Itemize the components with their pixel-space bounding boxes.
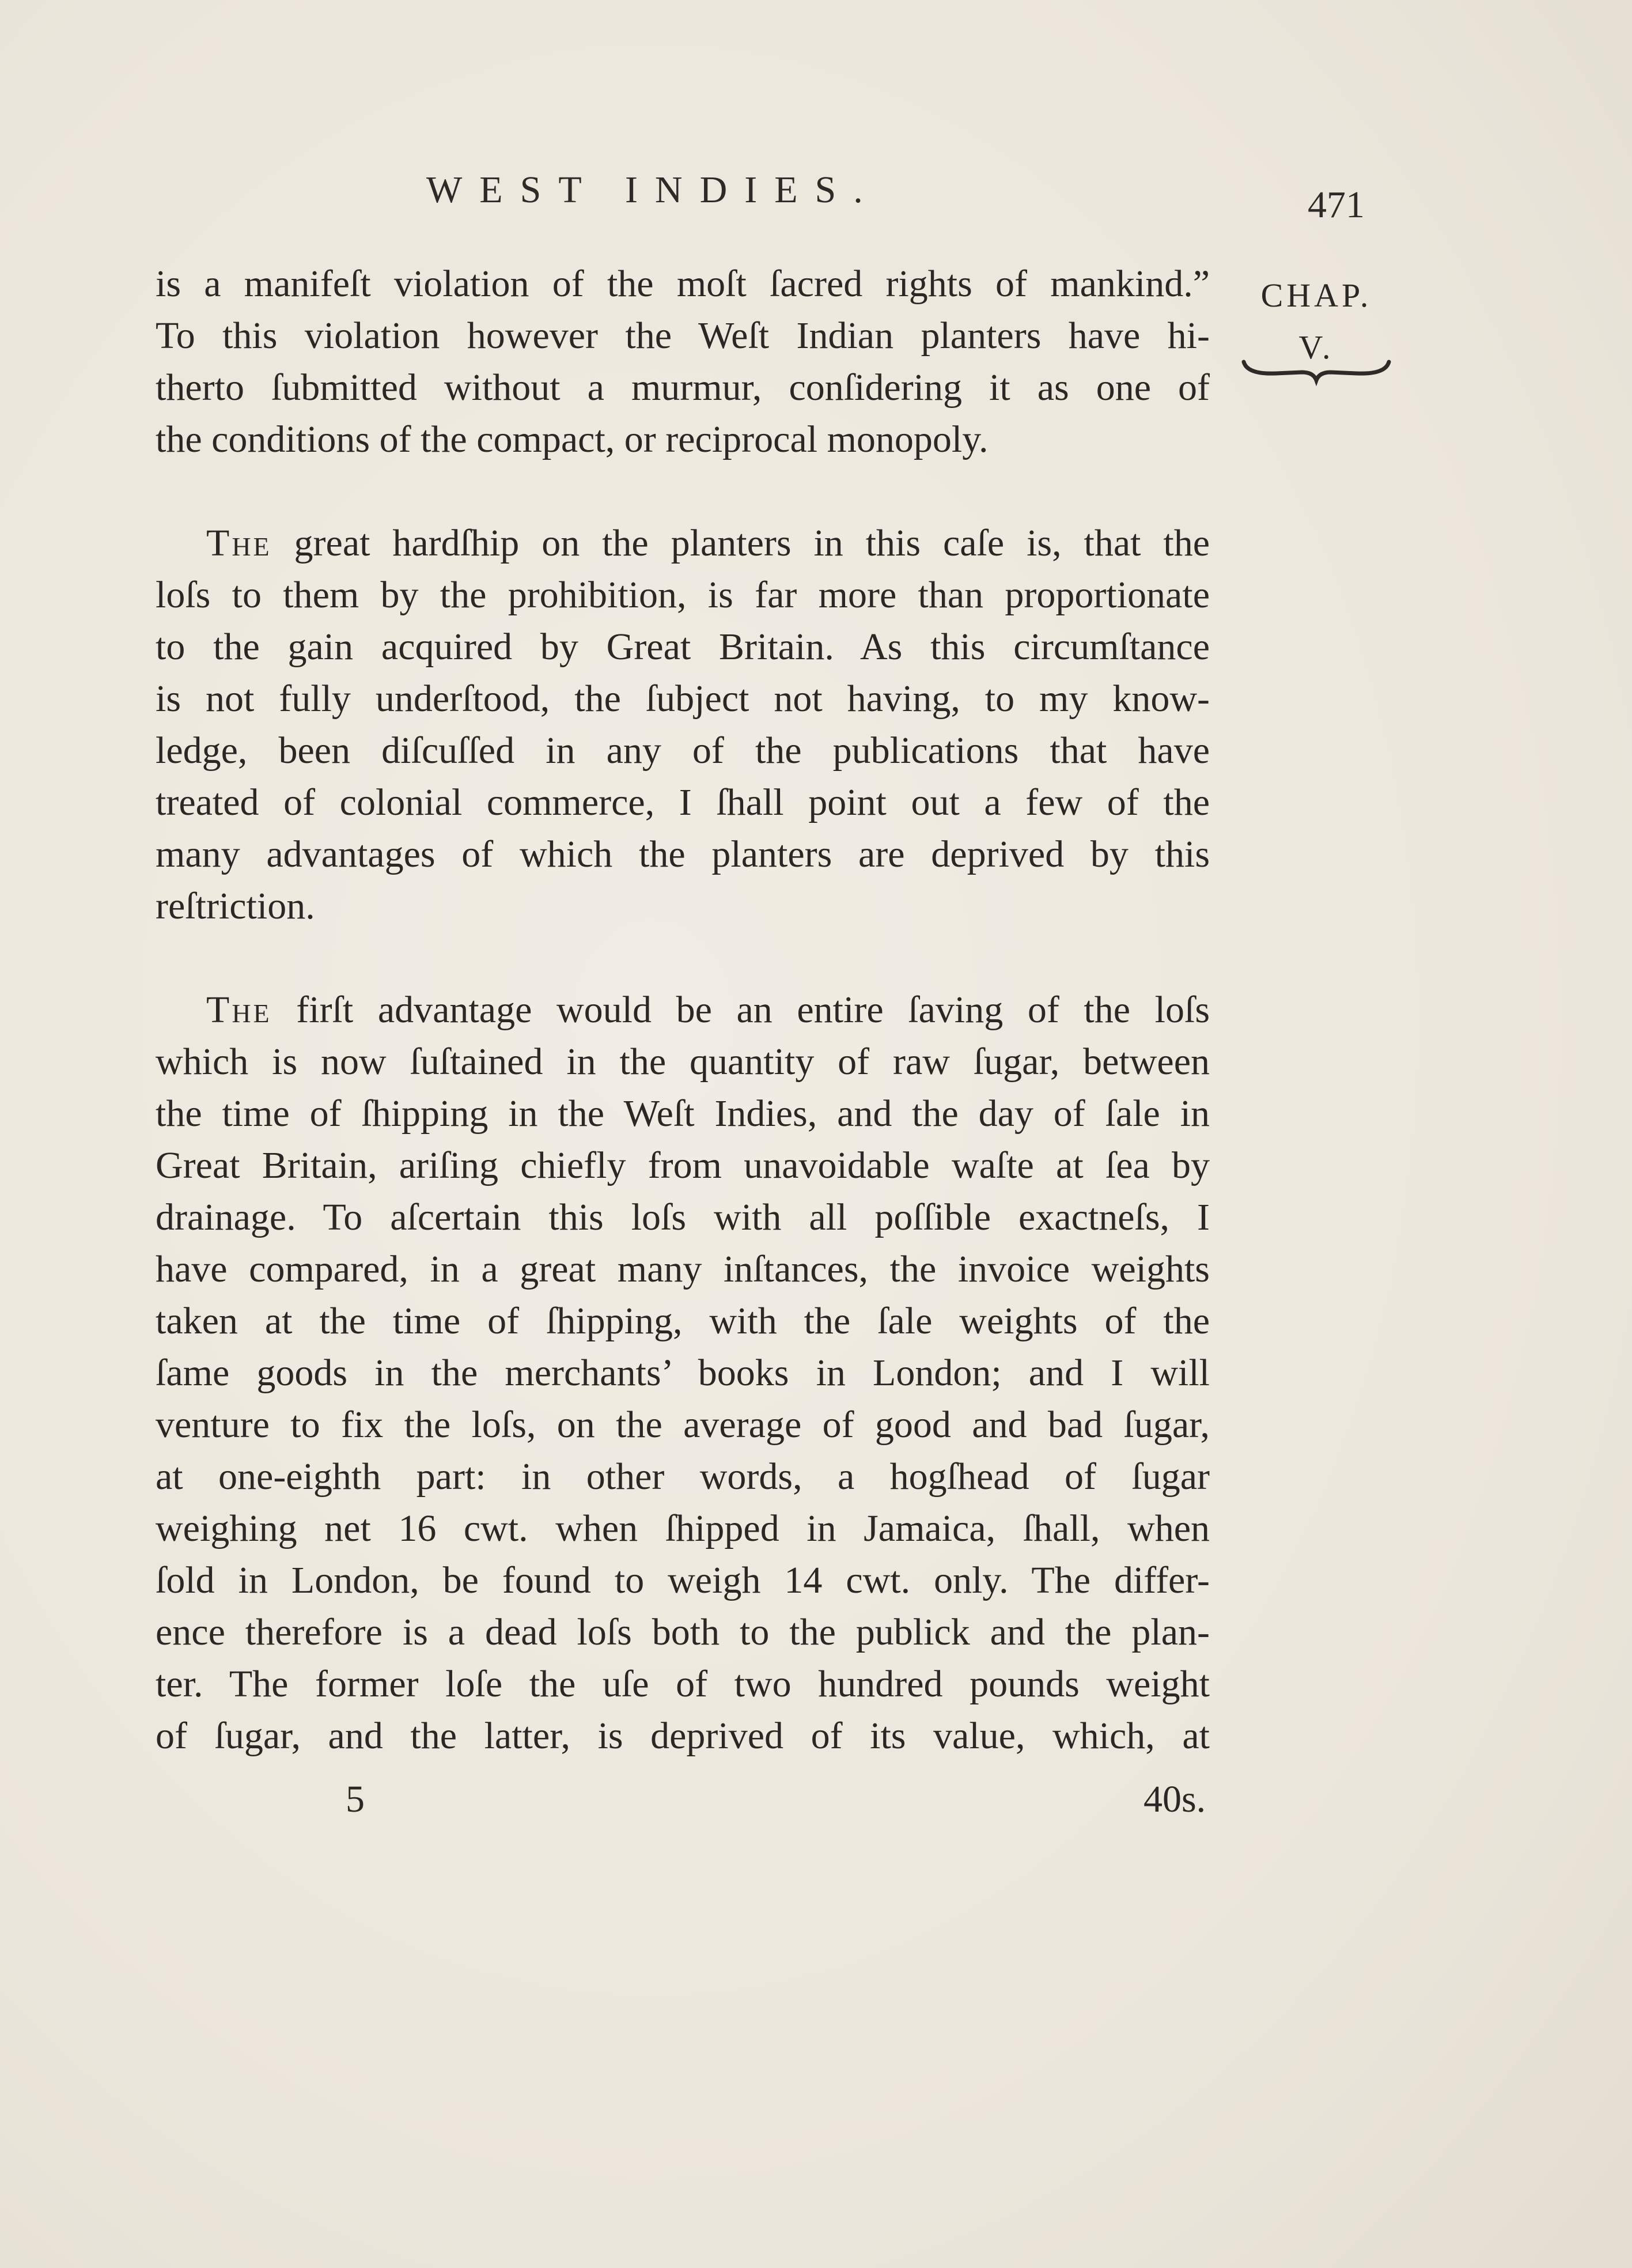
text-line: ledge, been diſcuſſed in any of the publications that have <box>156 729 1210 772</box>
paragraph-1 <box>156 258 1210 466</box>
body-text <box>156 258 1210 1762</box>
text-line: therto ſubmitted without a murmur, conſidering it as one of <box>156 366 1210 409</box>
text-line: Great Britain, ariſing chiefly from unavoidable waſte at ſea by <box>156 1144 1210 1186</box>
paragraph-3 <box>156 984 1210 1762</box>
text-line: treated of colonial commerce, I ſhall point out a few of the <box>156 781 1210 823</box>
text-line <box>156 517 1210 569</box>
text-line: drainage. To aſcertain this loſs with all poſſible exactneſs, I <box>156 1196 1210 1238</box>
text-line: is not fully underſtood, the ſubject not having, to my know- <box>156 678 1210 720</box>
text-line: taken at the time of ſhipping, with the ſale weights of the <box>156 1300 1210 1342</box>
chapter-number: V. <box>1298 328 1334 366</box>
text-line: to the gain acquired by Great Britain. As this circumſtance <box>156 626 1210 668</box>
page-number: 471 <box>1308 184 1365 226</box>
text-line: the time of ſhipping in the Weſt Indies, and the day of ſale in <box>156 1093 1210 1135</box>
running-head: WEST INDIES. <box>426 169 880 211</box>
text-line: ter. The former loſe the uſe of two hundred pounds weight <box>156 1663 1210 1705</box>
text-line: which is now ſuſtained in the quantity of raw ſugar, between <box>156 1041 1210 1083</box>
text-line: of ſugar, and the latter, is deprived of its value, which, at <box>156 1715 1210 1757</box>
text-line: the conditions of the compact, or reciprocal monopoly. <box>156 418 989 460</box>
text-line: many advantages of which the planters are deprived by this <box>156 833 1210 875</box>
paragraph-2 <box>156 517 1210 932</box>
line-rest: firſt advantage would be an entire ſaving of the loſs <box>296 989 1210 1031</box>
text-line: weighing net 16 cwt. when ſhipped in Jamaica, ſhall, when <box>156 1507 1210 1549</box>
text-line: have compared, in a great many inſtances, the invoice weights <box>156 1248 1210 1290</box>
text-line: ſold in London, be found to weigh 14 cwt. only. The differ- <box>156 1559 1210 1601</box>
text-line: reſtriction. <box>156 885 315 927</box>
text-line: at one-eighth part: in other words, a hogſhead of ſugar <box>156 1456 1210 1498</box>
text-line: venture to fix the loſs, on the average of good and bad ſugar, <box>156 1404 1210 1446</box>
brace-ornament <box>1241 357 1391 386</box>
small-caps-lead: The <box>206 989 272 1031</box>
small-caps-lead: The <box>206 522 272 564</box>
text-line: ſame goods in the merchants’ books in London; and I will <box>156 1352 1210 1394</box>
text-line: loſs to them by the prohibition, is far more than proportionate <box>156 574 1210 616</box>
text-line: ence therefore is a dead loſs both to the publick and the plan- <box>156 1611 1210 1653</box>
catchword: 40s. <box>1143 1778 1206 1820</box>
text-line: is a manifeſt violation of the moſt ſacred rights of mankind.” <box>156 263 1210 305</box>
text-line: To this violation however the Weſt Indian planters have hi- <box>156 315 1210 357</box>
text-line <box>156 984 1210 1036</box>
signature-mark: 5 <box>346 1778 365 1820</box>
chapter-label: CHAP. <box>1260 277 1372 314</box>
line-rest: great hardſhip on the planters in this caſe is, that the <box>294 522 1210 564</box>
